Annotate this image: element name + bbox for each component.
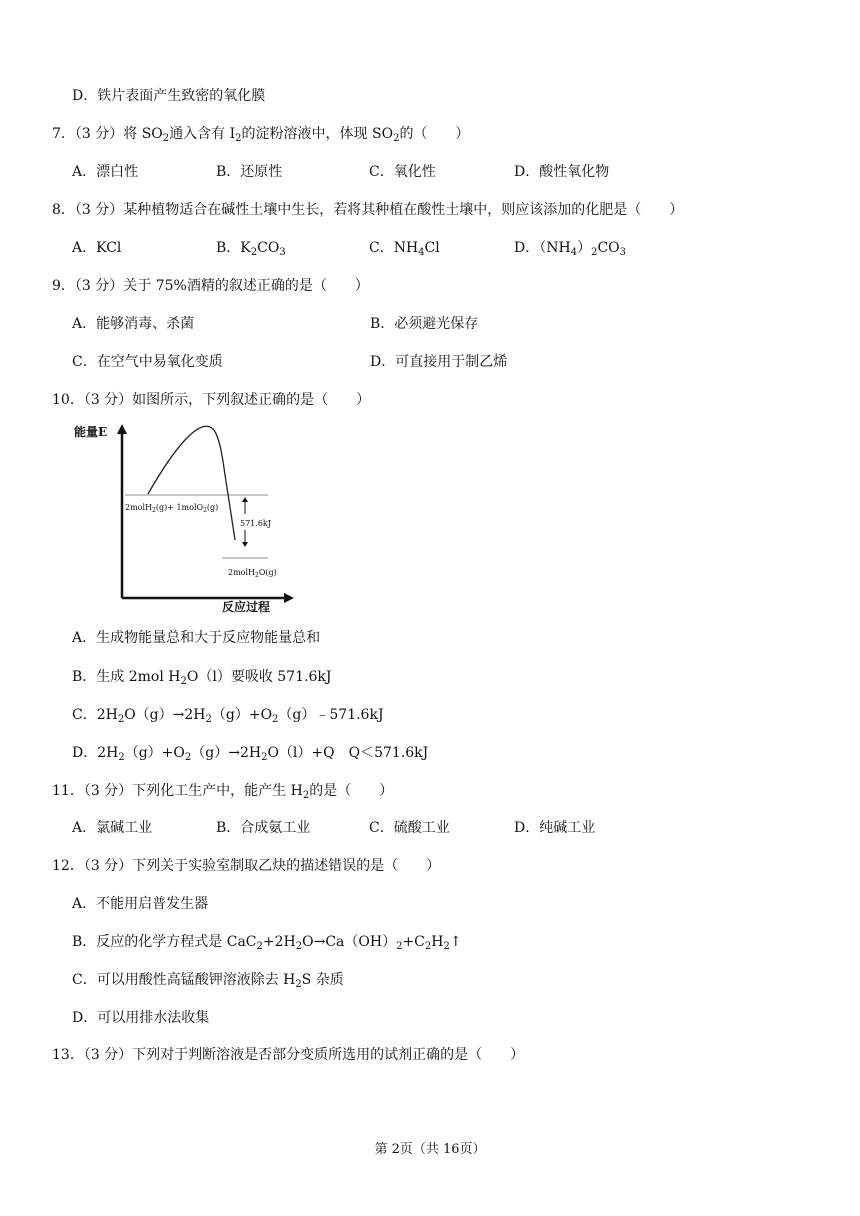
q9-option-d: D．可直接用于制乙烯 (370, 354, 508, 370)
q11-option-b: B．合成氨工业 (216, 820, 311, 836)
q11-option-d: D．纯碱工业 (514, 820, 596, 836)
q10-option-b: B．生成 2mol $H_2O(l)$要吸收 571.6kJ (72, 669, 332, 687)
q12-option-b: B．反应的化学方程式是 $CaC_2+2H_2O\to Ca(OH)_2+C_2H_2↑$ (72, 934, 462, 952)
q7-option-b: B．还原性 (216, 164, 283, 180)
q8-stem: 8．（3 分）某种植物适合在碱性土壤中生长，若将其种植在酸性土壤中，则应该添加的化肥是（ ） (52, 202, 684, 218)
diagram-x-label: 反应过程 (222, 600, 271, 614)
q7-option-c: C．氧化性 (369, 164, 436, 180)
q12-option-a: A．不能用启普发生器 (72, 896, 209, 912)
q9-option-b: B．必须避光保存 (370, 316, 479, 332)
q6-option-d: D．铁片表面产生致密的氧化膜 (72, 88, 266, 104)
diagram-energy-label: 571.6kJ (240, 519, 271, 528)
q8-option-d: D．$(NH_4)_2CO_3$ (514, 240, 627, 258)
q10-option-d: D．$2H_2(g)+O_2(g)\to 2H_2O(l)+Q$ Q＜571.6kJ (72, 745, 429, 763)
q8-option-a: A．KCl (72, 240, 122, 256)
q7-stem: 7．（3 分）将 $SO_2$通入含有 $I_2$的淀粉溶液中，体现 $SO_2$的（ ） (52, 126, 470, 144)
q10-option-a: A．生成物能量总和大于反应物能量总和 (72, 630, 321, 646)
diagram-y-label: 能量E (74, 425, 108, 439)
q9-option-c: C．在空气中易氧化变质 (72, 354, 223, 370)
q8-option-c: C．$NH_4Cl$ (369, 240, 440, 258)
page-footer: 第 2页（共 16页） (374, 1142, 486, 1157)
q7-option-a: A．漂白性 (72, 164, 139, 180)
diagram-reactants-label: 2molH$_2$(g)+ 1molO$_2$(g) (125, 503, 219, 514)
q12-option-c: C．可以用酸性高锰酸钾溶液除去 $H_2S$ 杂质 (72, 972, 344, 990)
q7-option-d: D．酸性氧化物 (514, 164, 610, 180)
q12-stem: 12．（3 分）下列关于实验室制取乙炔的描述错误的是（ ） (52, 858, 441, 874)
q11-option-c: C．硫酸工业 (369, 820, 450, 836)
q12-option-d: D．可以用排水法收集 (72, 1010, 210, 1026)
q9-stem: 9．（3 分）关于 75%酒精的叙述正确的是（ ） (52, 278, 369, 294)
energy-diagram (74, 420, 300, 620)
q10-option-c: C．$2H_2O(g)\to 2H_2(g)+O_2(g)﹣571.6kJ$ (72, 707, 384, 725)
diagram-product-label: 2molH$_2$O(g) (228, 568, 277, 579)
q8-option-b: B．$K_2CO_3$ (216, 240, 286, 258)
q11-stem: 11．（3 分）下列化工生产中，能产生 $H_2$的是（ ） (52, 783, 394, 801)
q9-option-a: A．能够消毒、杀菌 (72, 316, 195, 332)
q10-stem: 10．（3 分）如图所示，下列叙述正确的是（ ） (52, 392, 371, 408)
q13-stem: 13．（3 分）下列对于判断溶液是否部分变质所选用的试剂正确的是（ ） (52, 1047, 525, 1063)
q11-option-a: A．氯碱工业 (72, 820, 153, 836)
